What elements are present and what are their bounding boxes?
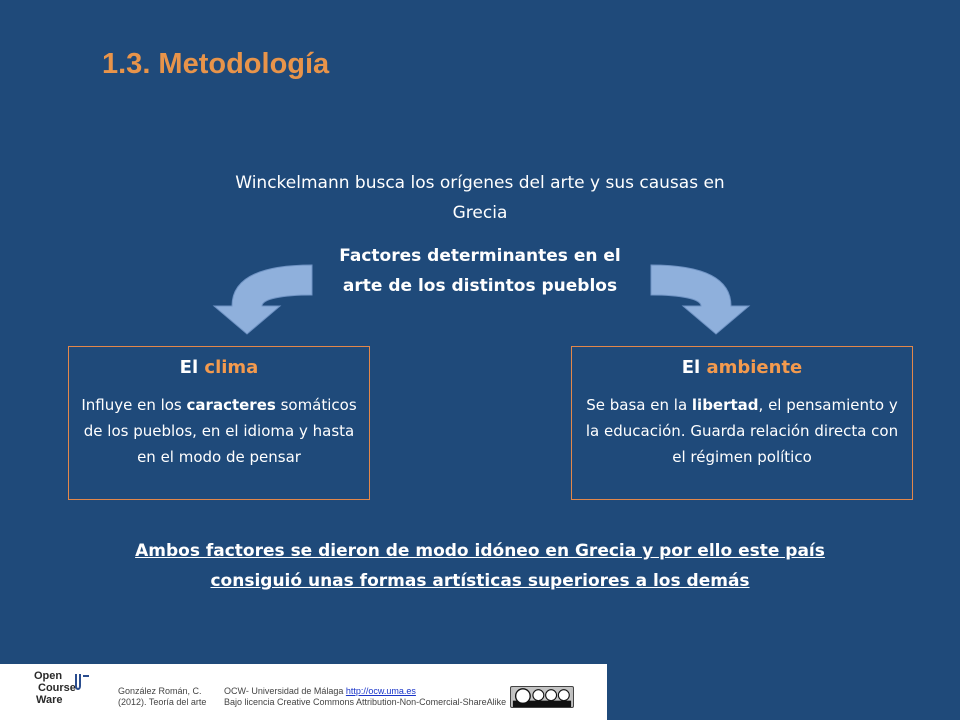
logo-line-1: Open	[34, 670, 63, 682]
climate-text-part-2: somáticos de los pueblos, en el idioma y hasta en el modo de pensar	[83, 396, 357, 466]
conclusion-line-1: Ambos factores se dieron de modo idóneo en Grecia y por ello este país	[135, 541, 825, 561]
license-line-1	[224, 686, 506, 697]
logo-line-2: Course	[38, 682, 76, 694]
intro-line-1: Winckelmann busca los orígenes del arte y sus causas en	[235, 173, 725, 193]
environment-heading-highlight: ambiente	[706, 357, 803, 378]
factors-heading	[320, 241, 640, 301]
logo-line-3: Ware	[36, 694, 63, 706]
environment-text	[572, 392, 912, 470]
ocw-link[interactable]: http://ocw.uma.es	[345, 686, 416, 696]
climate-text-bold: caracteres	[186, 396, 276, 414]
author-citation	[118, 686, 206, 708]
climate-box	[68, 346, 370, 500]
curved-arrow-down-right-icon	[648, 262, 753, 336]
climate-heading-prefix: El	[179, 357, 205, 378]
footer-bar	[0, 664, 607, 720]
license-text	[224, 686, 506, 708]
conclusion-text	[100, 536, 860, 596]
curved-arrow-down-left-icon	[210, 262, 315, 336]
environment-heading-prefix: El	[681, 357, 707, 378]
climate-text-part-1: Influye en los	[81, 396, 187, 414]
university-logo-icon	[74, 672, 90, 692]
climate-heading-highlight: clima	[204, 357, 259, 378]
author-line-1: González Román, C.	[118, 686, 202, 696]
climate-heading	[69, 355, 369, 381]
factors-line-2: arte de los distintos pueblos	[342, 276, 618, 296]
intro-line-2: Grecia	[452, 203, 508, 223]
conclusion-line-2: consiguió unas formas artísticas superiores a los demás	[210, 571, 750, 591]
author-line-2: (2012). Teoría del arte	[118, 697, 207, 707]
environment-heading	[572, 355, 912, 381]
intro-text	[150, 168, 810, 228]
environment-text-part-1: Se basa en la	[586, 396, 692, 414]
slide-title: 1.3. Metodología	[102, 48, 330, 80]
creative-commons-icon[interactable]	[510, 686, 574, 708]
license-prefix: OCW- Universidad de Málaga	[224, 686, 346, 696]
climate-text	[69, 392, 369, 470]
environment-text-part-2: , el pensamiento y la educación. Guarda relación directa con el régimen político	[585, 396, 899, 466]
environment-text-bold: libertad	[691, 396, 759, 414]
environment-box	[571, 346, 913, 500]
factors-line-1: Factores determinantes en el	[339, 246, 621, 266]
opencourseware-logo	[34, 670, 76, 706]
license-line-2: Bajo licencia Creative Commons Attribution-Non-Comercial-ShareAlike	[224, 697, 507, 707]
